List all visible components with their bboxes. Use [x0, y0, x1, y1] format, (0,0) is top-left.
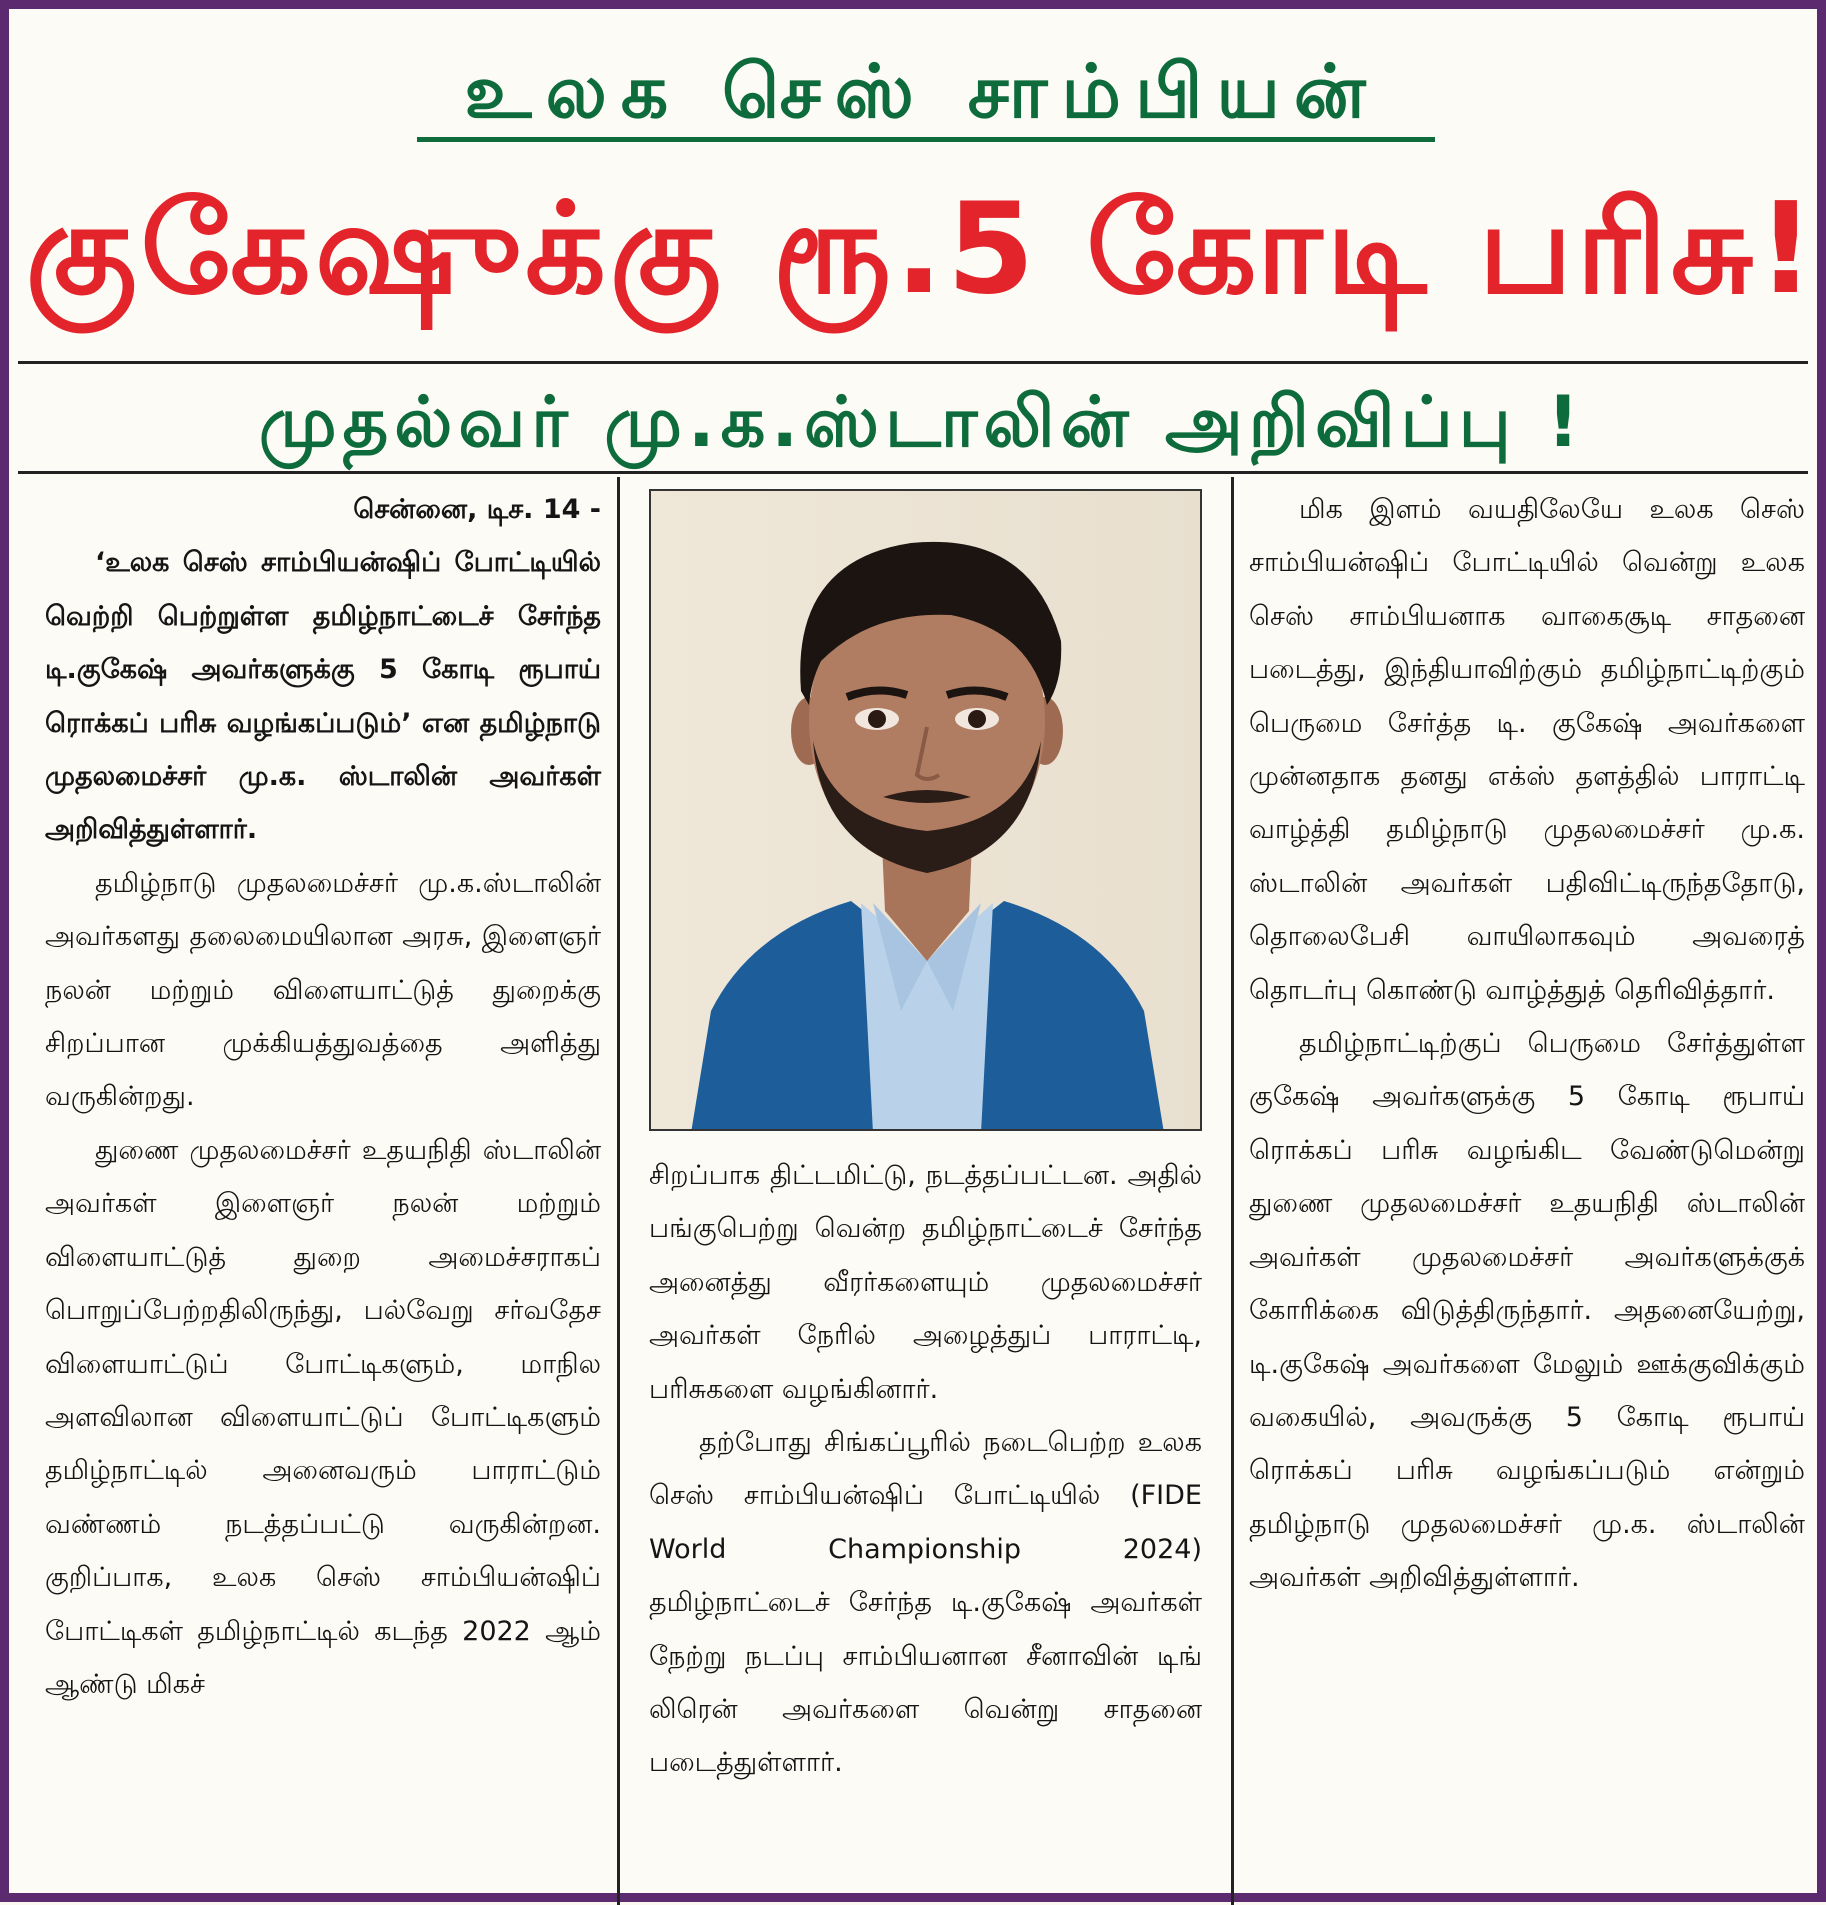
article-column-2: [649, 1149, 1202, 1790]
subhead-divider: [18, 471, 1808, 474]
column-divider-right: [1231, 477, 1234, 1905]
article-column-1: [45, 483, 601, 1711]
column-divider-left: [617, 477, 620, 1905]
lead-paragraph: ‘உலக செஸ் சாம்பியன்ஷிப் போட்டியில் வெற்றி பெற்றுள்ள தமிழ்நாட்டைச் சேர்ந்த டி.குகேஷ் அவர்களுக்கு 5 கோடி ரூபாய் ரொக்கப் பரிசு வழங்கப்படும்’ என தமிழ்நாடு முதலமைச்சர் மு.க. ஸ்டாலின் அவர்கள் அறிவித்துள்ளார்.: [45, 547, 601, 846]
article-paragraph: சிறப்பாக திட்டமிட்டு, நடத்தப்பட்டன. அதில் பங்குபெற்று வென்ற தமிழ்நாட்டைச் சேர்ந்த அனைத்து வீரர்களையும் முதலமைச்சர் அவர்கள் நேரில் அழைத்துப் பாராட்டி, பரிசுகளை வழங்கினார்.: [649, 1160, 1202, 1405]
headline-divider: [18, 361, 1808, 364]
article-paragraph: தமிழ்நாட்டிற்குப் பெருமை சேர்த்துள்ள குகேஷ் அவர்களுக்கு 5 கோடி ரூபாய் ரொக்கப் பரிசு வழங்கிட வேண்டுமென்று துணை முதலமைச்சர் உதயநிதி ஸ்டாலின் அவர்கள் முதலமைச்சர் அவர்களுக்குக் கோரிக்கை விடுத்திருந்தார். அதனையேற்று, டி.குகேஷ் அவர்களை மேலும் ஊக்குவிக்கும் வகையில், அவருக்கு 5 கோடி ரூபாய் ரொக்கப் பரிசு வழங்கப்படும் என்றும் தமிழ்நாடு முதலமைச்சர் மு.க. ஸ்டாலின் அவர்கள் அறிவித்துள்ளார்.: [1249, 1028, 1805, 1594]
portrait-photo: [649, 489, 1202, 1131]
article-paragraph: தமிழ்நாடு முதலமைச்சர் மு.க.ஸ்டாலின் அவர்களது தலைமையிலான அரசு, இளைஞர் நலன் மற்றும் விளையாட்டுத் துறைக்கு சிறப்பான முக்கியத்துவத்தை அளித்து வருகின்றது.: [45, 867, 601, 1113]
kicker-heading: உலக செஸ் சாம்பியன்: [464, 49, 1380, 135]
article-paragraph: தற்போது சிங்கப்பூரில் நடைபெற்ற உலக செஸ் சாம்பியன்ஷிப் போட்டியில் (FIDE World Championship 2024) தமிழ்நாட்டைச் சேர்ந்த டி.குகேஷ் அவர்கள் நேற்று நடப்பு சாம்பியனான சீனாவின் டிங் லிரென் அவர்களை வென்று சாதனை படைத்துள்ளார்.: [649, 1427, 1202, 1779]
portrait-illustration: [651, 491, 1202, 1131]
article-paragraph: மிக இளம் வயதிலேயே உலக செஸ் சாம்பியன்ஷிப் போட்டியில் வென்று உலக செஸ் சாம்பியனாக வாகைசூடி சாதனை படைத்து, இந்தியாவிற்கும் தமிழ்நாட்டிற்கும் பெருமை சேர்த்த டி. குகேஷ் அவர்களை முன்னதாக தனது எக்ஸ் தளத்தில் பாராட்டி வாழ்த்தி தமிழ்நாடு முதலமைச்சர் மு.க. ஸ்டாலின் அவர்கள் பதிவிட்டிருந்ததோடு, தொலைபேசி வாயிலாகவும் அவரைத் தொடர்பு கொண்டு வாழ்த்துத் தெரிவித்தார்.: [1249, 494, 1805, 1006]
kicker-underline: [417, 137, 1435, 142]
article-column-3: [1249, 483, 1805, 1605]
subheadline: முதல்வர் மு.க.ஸ்டாலின் அறிவிப்பு !: [258, 381, 1586, 463]
main-headline: குகேஷுக்கு ரூ.5 கோடி பரிசு!: [25, 175, 1819, 322]
dateline: சென்னை, டிச. 14 -: [353, 494, 601, 525]
article-paragraph: துணை முதலமைச்சர் உதயநிதி ஸ்டாலின் அவர்கள் இளைஞர் நலன் மற்றும் விளையாட்டுத் துறை அமைச்சராகப் பொறுப்பேற்றதிலிருந்து, பல்வேறு சர்வதேச விளையாட்டுப் போட்டிகளும், மாநில அளவிலான விளையாட்டுப் போட்டிகளும் தமிழ்நாட்டில் அனைவரும் பாராட்டும் வண்ணம் நடத்தப்பட்டு வருகின்றன. குறிப்பாக, உலக செஸ் சாம்பியன்ஷிப் போட்டிகள் தமிழ்நாட்டில் கடந்த 2022 ஆம் ஆண்டு மிகச்: [45, 1134, 601, 1700]
